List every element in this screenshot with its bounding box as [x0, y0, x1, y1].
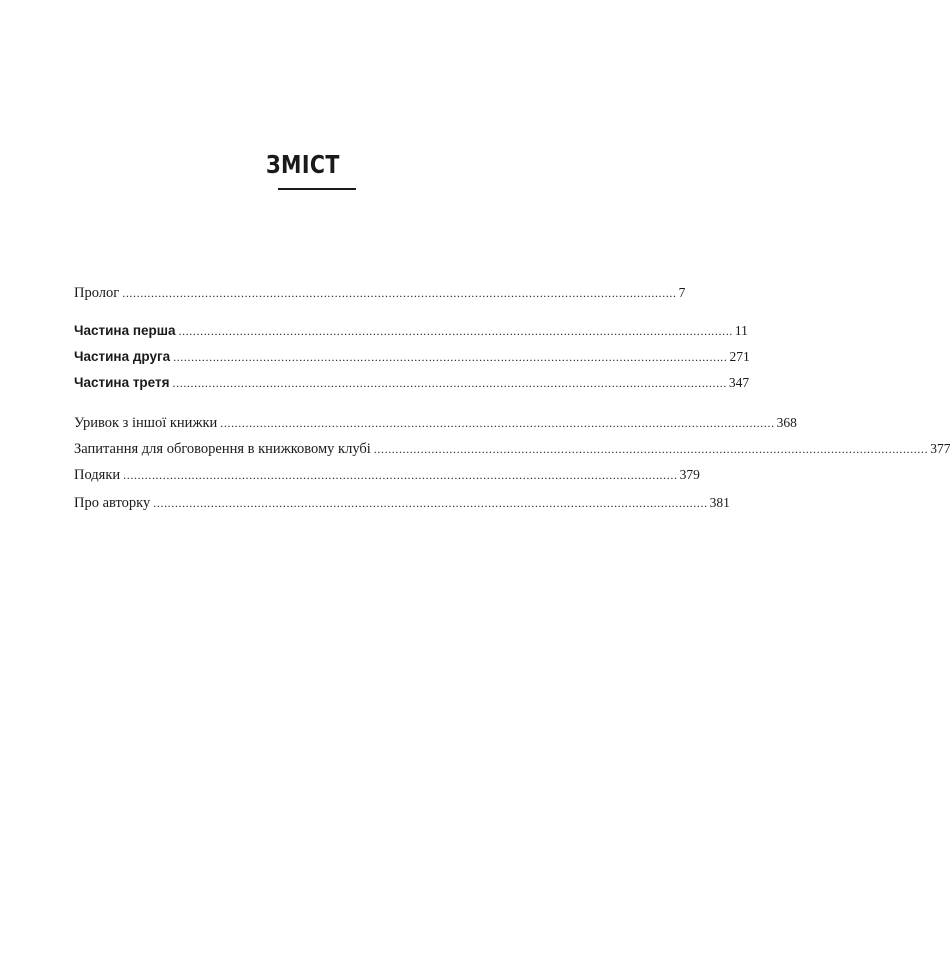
- toc-entry-book-club-questions[interactable]: [74, 440, 950, 458]
- toc-entry-part-three[interactable]: [74, 374, 750, 392]
- toc-entry-label: Пролог: [74, 285, 120, 301]
- page-title: ЗМІСТ: [266, 150, 340, 179]
- dot-leader: ..........................................................................................................................................................: [122, 286, 677, 300]
- toc-entry-label: Частина перша: [74, 323, 176, 338]
- dot-leader: ..........................................................................................................................................................: [173, 350, 728, 364]
- toc-entry-page: 271: [729, 349, 750, 364]
- toc-entry-part-one[interactable]: [74, 322, 748, 340]
- title-underline: [278, 188, 356, 190]
- toc-entry-page: 7: [678, 285, 686, 300]
- toc-entry-page: 347: [728, 375, 750, 390]
- dot-leader: ..........................................................................................................................................................: [172, 376, 727, 390]
- dot-leader: ..........................................................................................................................................................: [123, 468, 678, 482]
- toc-entry-label: Уривок з іншої книжки: [74, 415, 218, 431]
- toc-entry-part-two[interactable]: [74, 348, 750, 366]
- dot-leader: ..........................................................................................................................................................: [220, 416, 775, 430]
- toc-entry-label: Частина третя: [74, 375, 170, 390]
- toc-entry-label: Про авторку: [74, 495, 151, 511]
- toc-entry-about-author[interactable]: [74, 494, 730, 512]
- toc-entry-prologue[interactable]: [74, 284, 686, 302]
- toc-entry-page: 368: [776, 415, 797, 430]
- toc-entry-label: Частина друга: [74, 349, 171, 364]
- toc-entry-acknowledgements[interactable]: [74, 466, 700, 484]
- toc-entry-page: 377: [930, 441, 950, 456]
- dot-leader: ..........................................................................................................................................................: [153, 496, 708, 510]
- toc-entry-label: Запитання для обговорення в книжковому клубі: [74, 441, 371, 457]
- dot-leader: ..........................................................................................................................................................: [178, 324, 733, 338]
- dot-leader: ..........................................................................................................................................................: [373, 442, 929, 456]
- toc-entry-label: Подяки: [74, 467, 121, 483]
- toc-entry-page: 381: [709, 495, 730, 510]
- toc-entry-excerpt[interactable]: [74, 414, 797, 432]
- toc-entry-page: 11: [734, 323, 748, 338]
- toc-entry-page: 379: [679, 467, 700, 482]
